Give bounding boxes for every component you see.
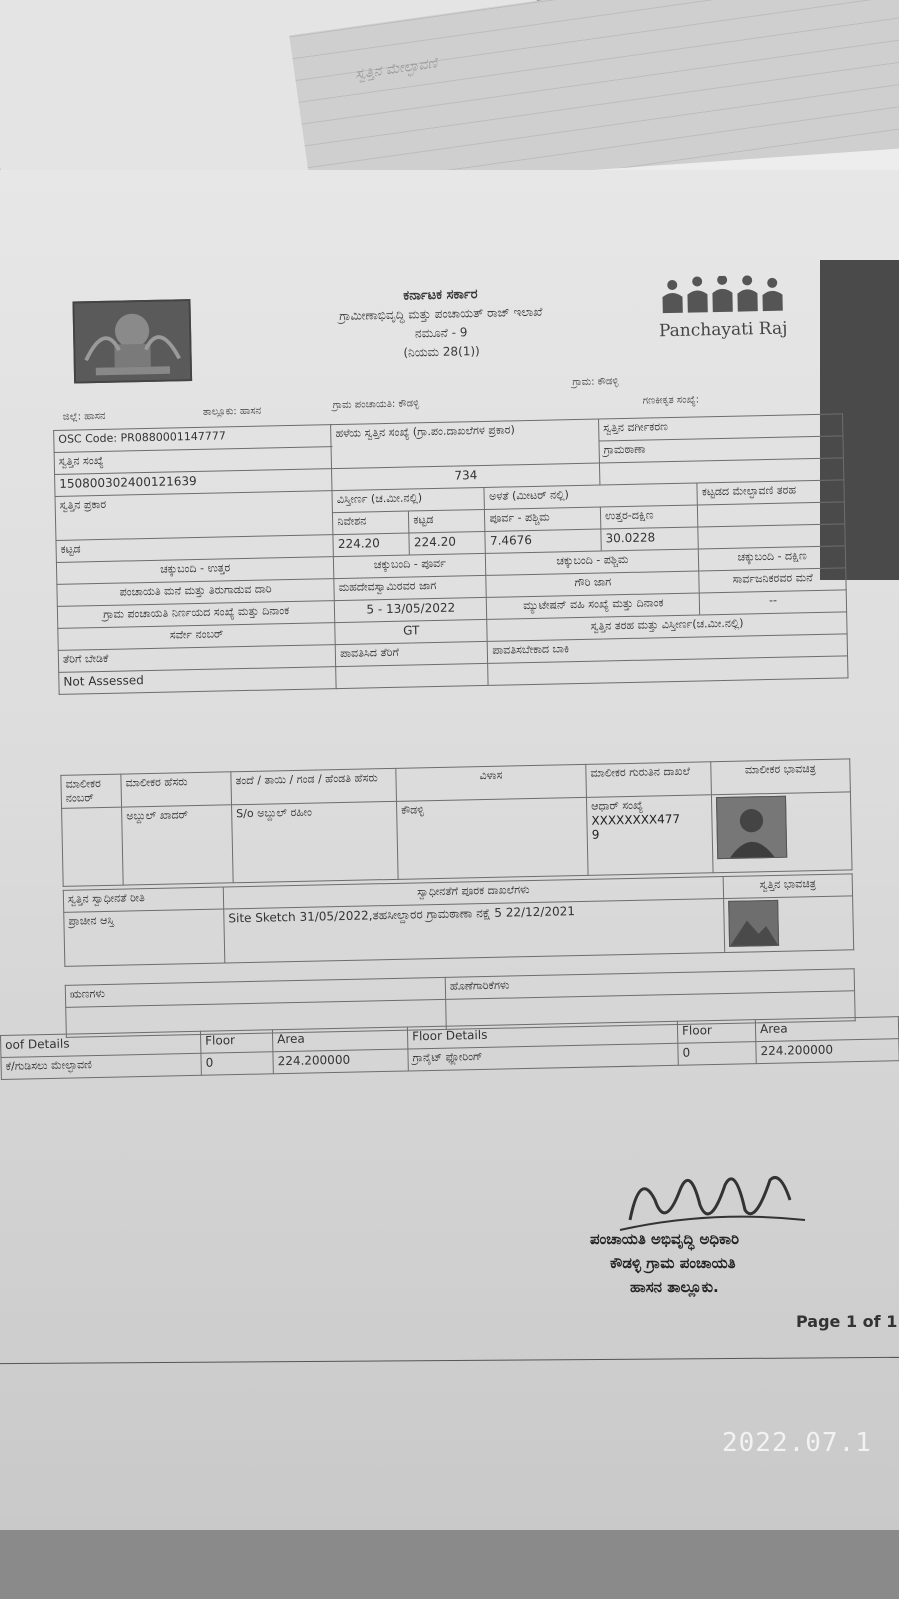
id-type: ಆಧಾರ್ ಸಂಖ್ಯೆ: [591, 798, 644, 813]
owner-photo-label: ಮಾಲೀಕರ ಭಾವಚಿತ್ರ: [711, 759, 851, 795]
department-title: ಗ್ರಾಮೀಣಾಭಿವೃದ್ಧಿ ಮತ್ತು ಪಂಚಾಯತ್ ರಾಜ್ ಇಲಾಖೆ: [339, 304, 543, 323]
roof-type-label: ಕಟ್ಟಡದ ಮೇಲ್ಛಾವಣಿ ತರಹ: [697, 480, 844, 505]
taluk-label: ತಾಲ್ಲೂಕು: ಹಾಸನ: [202, 405, 262, 418]
property-number: 150800302400121639: [55, 469, 333, 497]
address-label: ವಿಳಾಸ: [396, 764, 587, 801]
document-header: [250, 282, 632, 366]
built-area: 224.20: [409, 531, 486, 555]
officer-signature-block: [590, 1160, 870, 1310]
roof-floor-label: Floor: [200, 1030, 272, 1054]
officer-designation: ಪಂಚಾಯತಿ ಅಭಿವೃದ್ಧಿ ಅಧಿಕಾರಿ: [590, 1230, 740, 1248]
floor-floor-value: 0: [678, 1042, 756, 1066]
tax-demand-label: ತೆರಿಗೆ ಬೇಡಿಕೆ: [58, 645, 336, 673]
roof-area-label: Area: [272, 1027, 407, 1052]
liabilities-label: ಹೊಣೆಗಾರಿಕೆಗಳು: [445, 969, 854, 1000]
west-boundary-value: ಗೌರಿ ಜಾಗ: [486, 571, 699, 597]
owner-name-label: ಮಾಲೀಕರ ಹೆಸರು: [121, 772, 232, 807]
property-photo-icon: [728, 900, 779, 947]
south-boundary-label: ಚಕ್ಕುಬಂದಿ - ದಕ್ಷಿಣ: [699, 546, 846, 571]
south-boundary-value: ಸಾರ್ವಜನಿಕರವರ ಮನೆ: [699, 568, 846, 593]
property-type-label: ಸ್ವತ್ತಿನ ಪ್ರಕಾರ: [55, 491, 333, 541]
floor-area-label: Area: [755, 1017, 898, 1042]
dimension-label: ಅಳತೆ (ಮೀಟರ್ ನಲ್ಲಿ): [484, 483, 697, 509]
roof-type-value: ಕೆ/ಗುಡಿಸಲು ಮೇಲ್ಛಾವಣಿ: [1, 1053, 201, 1079]
property-type-value: ಕಟ್ಟಡ: [56, 535, 334, 563]
owner-name: ಅಬ್ದುಲ್ ಖಾದರ್: [122, 805, 234, 885]
east-west-label: ಪೂರ್ವ - ಪಶ್ಚಿಮ: [485, 507, 601, 531]
west-boundary-label: ಚಕ್ಕುಬಂದಿ - ಪಶ್ಚಿಮ: [486, 549, 699, 575]
floor-details-label: Floor Details: [407, 1021, 677, 1049]
paid-tax-label: ಪಾವತಿಸಿದ ತೆರಿಗೆ: [335, 641, 488, 666]
table-surface: [0, 1530, 899, 1599]
east-west-value: 7.4676: [485, 529, 601, 553]
relation-name-label: ತಂದೆ / ತಾಯಿ / ಗಂಡ / ಹೆಂಡತಿ ಹೆಸರು: [231, 768, 397, 804]
photo-timestamp: 2022.07.1: [722, 1428, 872, 1458]
rule-number: (ನಿಯಮ 28(1)): [403, 344, 480, 360]
east-boundary-value: ಮಹದೇವಸ್ವಾಮಿರವರ ಜಾಗ: [334, 575, 487, 600]
built-label: ಕಟ್ಟಡ: [409, 509, 486, 533]
property-kind-label: ಸ್ವತ್ತಿನ ತರಹ ಮತ್ತು ವಿಸ್ತೀರ್ಣ(ಚ.ಮೀ.ನಲ್ಲಿ): [487, 612, 847, 642]
east-boundary-label: ಚಕ್ಕುಬಂದಿ - ಪೂರ್ವ: [334, 553, 487, 578]
owner-photo-icon: [716, 796, 787, 859]
mutation-label: ಮ್ಯುಟೇಷನ್ ವಹಿ ಸಂಖ್ಯೆ ಮತ್ತು ದಿನಾಂಕ: [487, 593, 700, 619]
background-faded-text: ಸ್ವತ್ತಿನ ಮೇಲ್ಛಾವಣಿ: [354, 55, 439, 83]
form-9-document: [50, 263, 857, 1109]
officer-taluk: ಹಾಸನ ತಾಲ್ಲೂಕು.: [630, 1278, 719, 1296]
supporting-docs-value: Site Sketch 31/05/2022,ತಹಸೀಲ್ದಾರರ ಗ್ರಾಮಠಾಣಾ ನಕ್ಷೆ 5 22/12/2021: [224, 899, 725, 963]
classification-label: ಸ್ವತ್ತಿನ ವರ್ಗೀಕರಣ: [599, 414, 843, 441]
north-south-value: 30.0228: [601, 527, 699, 551]
village-label: ಗ್ರಾಮ: ಕೌಡಳ್ಳಿ: [572, 376, 619, 389]
tax-value: Not Assessed: [59, 667, 337, 695]
due-tax-label: ಪಾವತಿಸಬೇಕಾದ ಬಾಕಿ: [488, 634, 848, 664]
osc-code: OSC Code: PR0880001147777: [54, 425, 332, 453]
acquisition-table: [63, 873, 854, 967]
officer-panchayat: ಕೌಡಳ್ಳಿ ಗ್ರಾಮ ಪಂಚಾಯತಿ: [610, 1254, 736, 1272]
resolution-label: ಗ್ರಾಮ ಪಂಚಾಯತಿ ನಿರ್ಣಯದ ಸಂಖ್ಯೆ ಮತ್ತು ದಿನಾಂಕ: [57, 601, 335, 629]
id-number-tail: 9: [591, 827, 600, 842]
mutation-value: --: [700, 590, 847, 615]
old-number-label: ಹಳೆಯ ಸ್ವತ್ತಿನ ಸಂಖ್ಯೆ (ಗ್ರಾ.ಪಂ.ದಾಖಲೆಗಳ ಪ್ರಕಾರ): [331, 419, 600, 469]
survey-value: GT: [335, 619, 488, 644]
rights-label: ಋಣಗಳು: [65, 977, 445, 1007]
page-number: Page 1 of 1: [796, 1312, 898, 1331]
logo-text: Panchayati Raj: [658, 318, 788, 342]
computer-number-label: ಗಣಕೀಕೃತ ಸಂಖ್ಯೆ:: [642, 394, 700, 407]
old-number: 734: [332, 463, 600, 491]
karnataka-emblem-icon: [72, 299, 192, 383]
floor-floor-label: Floor: [677, 1020, 755, 1044]
owner-table: [60, 758, 852, 887]
floor-area-value: 224.200000: [756, 1039, 899, 1064]
form-number: ನಮೂನೆ - 9: [414, 325, 468, 341]
gramatana-label: ಗ್ರಾಮಠಾಣಾ: [599, 436, 843, 463]
owner-address: ಕೌಡಳ್ಳಿ: [396, 797, 588, 879]
site-area: 224.20: [333, 533, 410, 557]
owner-id-label: ಮಾಲೀಕರ ಗುರುತಿನ ದಾಖಲೆ: [586, 762, 712, 798]
roof-floor-value: 0: [201, 1052, 273, 1076]
panchayati-raj-logo: [642, 274, 803, 341]
north-boundary-label: ಚಕ್ಕುಬಂದಿ - ಉತ್ತರ: [56, 557, 334, 585]
site-label: ನಿವೇಶನ: [333, 511, 410, 535]
govt-title: ಕರ್ನಾಟಕ ಸರ್ಕಾರ: [403, 287, 478, 304]
property-number-label: ಸ್ವತ್ತಿನ ಸಂಖ್ಯೆ: [54, 447, 332, 475]
owner-number-label: ಮಾಲೀಕರ ನಂಬರ್: [61, 774, 122, 808]
survey-label: ಸರ್ವೇ ನಂಬರ್: [58, 623, 336, 651]
id-number: XXXXXXXX477: [591, 811, 681, 828]
panchayat-label: ಗ್ರಾಮ ಪಂಚಾಯತಿ: ಕೌಡಳ್ಳಿ: [332, 398, 420, 412]
people-logo-icon: [657, 275, 788, 318]
district-label: ಜಿಲ್ಲೆ: ಹಾಸನ: [62, 410, 106, 423]
area-label: ವಿಸ್ತೀರ್ಣ (ಚ.ಮೀ.ನಲ್ಲಿ): [332, 487, 485, 512]
acquisition-value: ಪ್ರಾಚೀನ ಆಸ್ತಿ: [64, 909, 225, 966]
handwritten-signature-icon: [610, 1160, 810, 1240]
floor-type-value: ಗ್ರಾನೈಟ್ ಫ್ಲೋರಿಂಗ್: [408, 1043, 678, 1071]
property-photo-label: ಸ್ವತ್ತಿನ ಭಾವಚಿತ್ರ: [723, 874, 852, 899]
supporting-docs-label: ಸ್ವಾಧೀನತೆಗೆ ಪೂರಕ ದಾಖಲೆಗಳು: [223, 877, 723, 909]
relation-name: S/o ಅಬ್ದುಲ್ ರಹೀಂ: [232, 801, 399, 882]
roof-details-label: oof Details: [1, 1031, 201, 1057]
resolution-value: 5 - 13/05/2022: [335, 597, 488, 622]
acquisition-label: ಸ್ವತ್ತಿನ ಸ್ವಾಧೀನತೆ ರೀತಿ: [63, 887, 223, 912]
north-boundary-value: ಪಂಚಾಯತಿ ಮನೆ ಮತ್ತು ತಿರುಗಾಡುವ ದಾರಿ: [57, 579, 335, 607]
roof-area-value: 224.200000: [273, 1049, 408, 1074]
north-south-label: ಉತ್ತರ-ದಕ್ಷಿಣ: [600, 505, 698, 529]
